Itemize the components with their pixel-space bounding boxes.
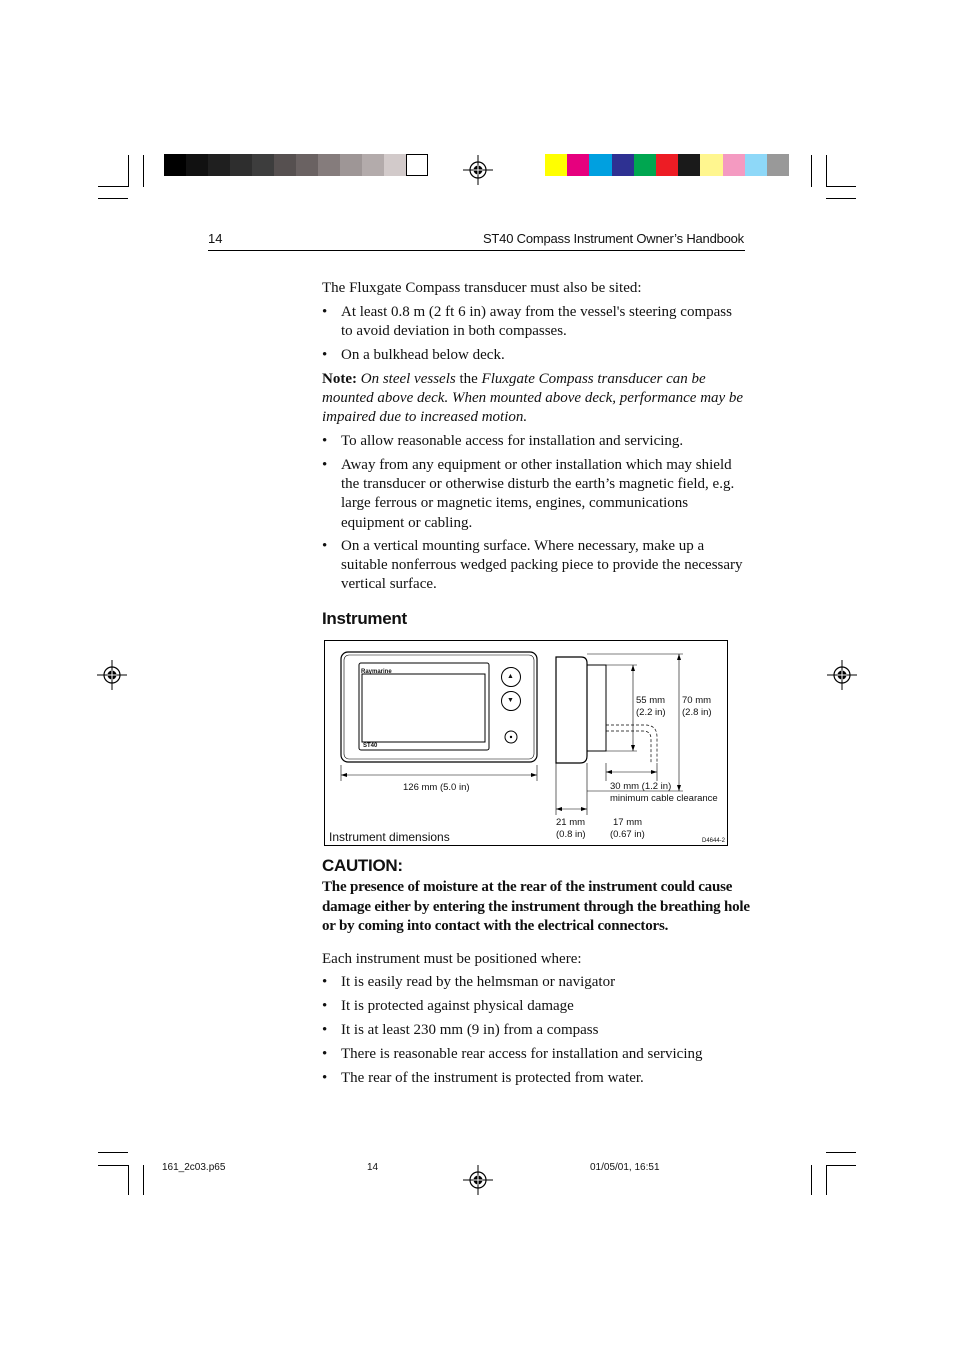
color-swatch xyxy=(384,154,406,176)
bullet-symbol: • xyxy=(322,304,328,320)
color-swatch xyxy=(252,154,274,176)
color-swatch xyxy=(612,154,634,176)
color-swatch xyxy=(230,154,252,176)
color-swatch xyxy=(545,154,567,176)
cable-clearance-note: minimum cable clearance xyxy=(610,793,718,804)
note-italic-2: Fluxgate Compass transducer can be mounted above deck. When mounted above deck, performance may be impaired due to increased motion. xyxy=(322,371,744,426)
registration-target-icon xyxy=(463,1165,493,1195)
color-swatch xyxy=(406,154,428,176)
bullet-symbol: • xyxy=(322,1046,328,1062)
list-item-text: It is at least 230 mm (9 in) from a compass xyxy=(341,1022,599,1038)
height-55-inches-label: (2.2 in) xyxy=(636,707,666,718)
width-dimension-label: 126 mm (5.0 in) xyxy=(403,782,470,793)
height-55-label: 55 mm xyxy=(636,695,666,706)
list-item xyxy=(322,432,747,451)
page-number: 14 xyxy=(208,231,223,246)
registration-target-icon xyxy=(827,660,857,690)
color-swatch xyxy=(208,154,230,176)
color-swatch xyxy=(362,154,384,176)
color-swatch xyxy=(318,154,340,176)
list-item-text: To allow reasonable access for installation and servicing. xyxy=(341,433,684,449)
list-item xyxy=(322,1045,747,1064)
list-item xyxy=(322,456,747,533)
slug-file: 161_2c03.p65 xyxy=(162,1162,226,1173)
color-swatch xyxy=(656,154,678,176)
header-rule xyxy=(208,250,745,251)
bullet-symbol: • xyxy=(322,347,328,363)
list-item-text: The rear of the instrument is protected from water. xyxy=(341,1070,644,1086)
slug-page: 14 xyxy=(367,1162,379,1173)
color-swatch xyxy=(589,154,611,176)
color-swatch xyxy=(767,154,789,176)
registration-target-icon xyxy=(463,155,493,185)
list-item-text: At least 0.8 m (2 ft 6 in) away from the vessel's steering compass to avoid deviation in both compasses. xyxy=(341,304,732,340)
depth-17-label: 17 mm xyxy=(613,817,643,828)
bullet-symbol: • xyxy=(322,457,328,473)
note-plain: the xyxy=(459,371,478,387)
list-item xyxy=(322,537,747,595)
list-item xyxy=(322,346,747,365)
list-item xyxy=(322,997,747,1016)
brand-logo: Raymarine xyxy=(361,669,392,675)
bullet-symbol: • xyxy=(322,998,328,1014)
list-item-text: On a vertical mounting surface. Where necessary, make up a suitable nonferrous wedged packing piece to provide the necessary vertical surface. xyxy=(341,538,743,593)
color-swatch xyxy=(164,154,186,176)
color-swatch xyxy=(567,154,589,176)
caution-heading: CAUTION: xyxy=(322,856,403,875)
section-heading: Instrument xyxy=(322,609,407,628)
note-label: Note: xyxy=(322,371,357,387)
list-item-text: On a bulkhead below deck. xyxy=(341,347,505,363)
color-swatch xyxy=(745,154,767,176)
bullet-symbol: • xyxy=(322,1070,328,1086)
color-swatch xyxy=(634,154,656,176)
bullet-symbol: • xyxy=(322,538,328,554)
height-70-inches-label: (2.8 in) xyxy=(682,707,712,718)
figure-code: D4644-2 xyxy=(701,838,725,844)
intro-paragraph: The Fluxgate Compass transducer must also be sited: xyxy=(322,280,642,296)
depth-21-label: 21 mm xyxy=(556,817,586,828)
list-item xyxy=(322,1069,747,1088)
height-70-label: 70 mm xyxy=(682,695,712,706)
instrument-dimensions-figure xyxy=(324,640,728,846)
list-item xyxy=(322,973,747,992)
color-swatch xyxy=(340,154,362,176)
model-label: ST40 xyxy=(363,743,378,749)
up-button-icon: ▲ xyxy=(507,673,514,680)
running-title: ST40 Compass Instrument Owner’s Handbook xyxy=(482,231,744,246)
color-swatch xyxy=(723,154,745,176)
color-swatch xyxy=(186,154,208,176)
bullet-symbol: • xyxy=(322,974,328,990)
slug-date: 01/05/01, 16:51 xyxy=(590,1162,660,1173)
bullet-symbol: • xyxy=(322,433,328,449)
color-swatch xyxy=(678,154,700,176)
list-item-text: It is easily read by the helmsman or navigator xyxy=(341,974,616,990)
list-item xyxy=(322,1021,747,1040)
figure-caption: Instrument dimensions xyxy=(329,830,450,844)
note-italic-1: On steel vessels xyxy=(360,371,456,387)
depth-21-inches-label: (0.8 in) xyxy=(556,829,586,840)
color-swatch xyxy=(274,154,296,176)
list-item xyxy=(322,303,747,341)
depth-17-inches-label: (0.67 in) xyxy=(610,829,645,840)
list-item-text: It is protected against physical damage xyxy=(341,998,574,1014)
cable-clearance-label: 30 mm (1.2 in) xyxy=(610,781,672,792)
down-button-icon: ▼ xyxy=(507,697,514,704)
note-paragraph xyxy=(322,370,747,428)
positioning-intro: Each instrument must be positioned where: xyxy=(322,951,582,967)
caution-text: The presence of moisture at the rear of the instrument could cause damage either by entering the instrument through the breathing hole or by coming into contact with the electrical connectors. xyxy=(322,879,750,934)
list-item-text: Away from any equipment or other installation which may shield the transducer or otherwise disturb the earth’s magnetic field, e.g. large ferrous or magnetic items, engines, communications equipment or cabling. xyxy=(341,457,735,531)
list-item-text: There is reasonable rear access for installation and servicing xyxy=(341,1046,703,1062)
color-swatch xyxy=(296,154,318,176)
color-swatch xyxy=(700,154,722,176)
bullet-symbol: • xyxy=(322,1022,328,1038)
registration-target-icon xyxy=(97,660,127,690)
